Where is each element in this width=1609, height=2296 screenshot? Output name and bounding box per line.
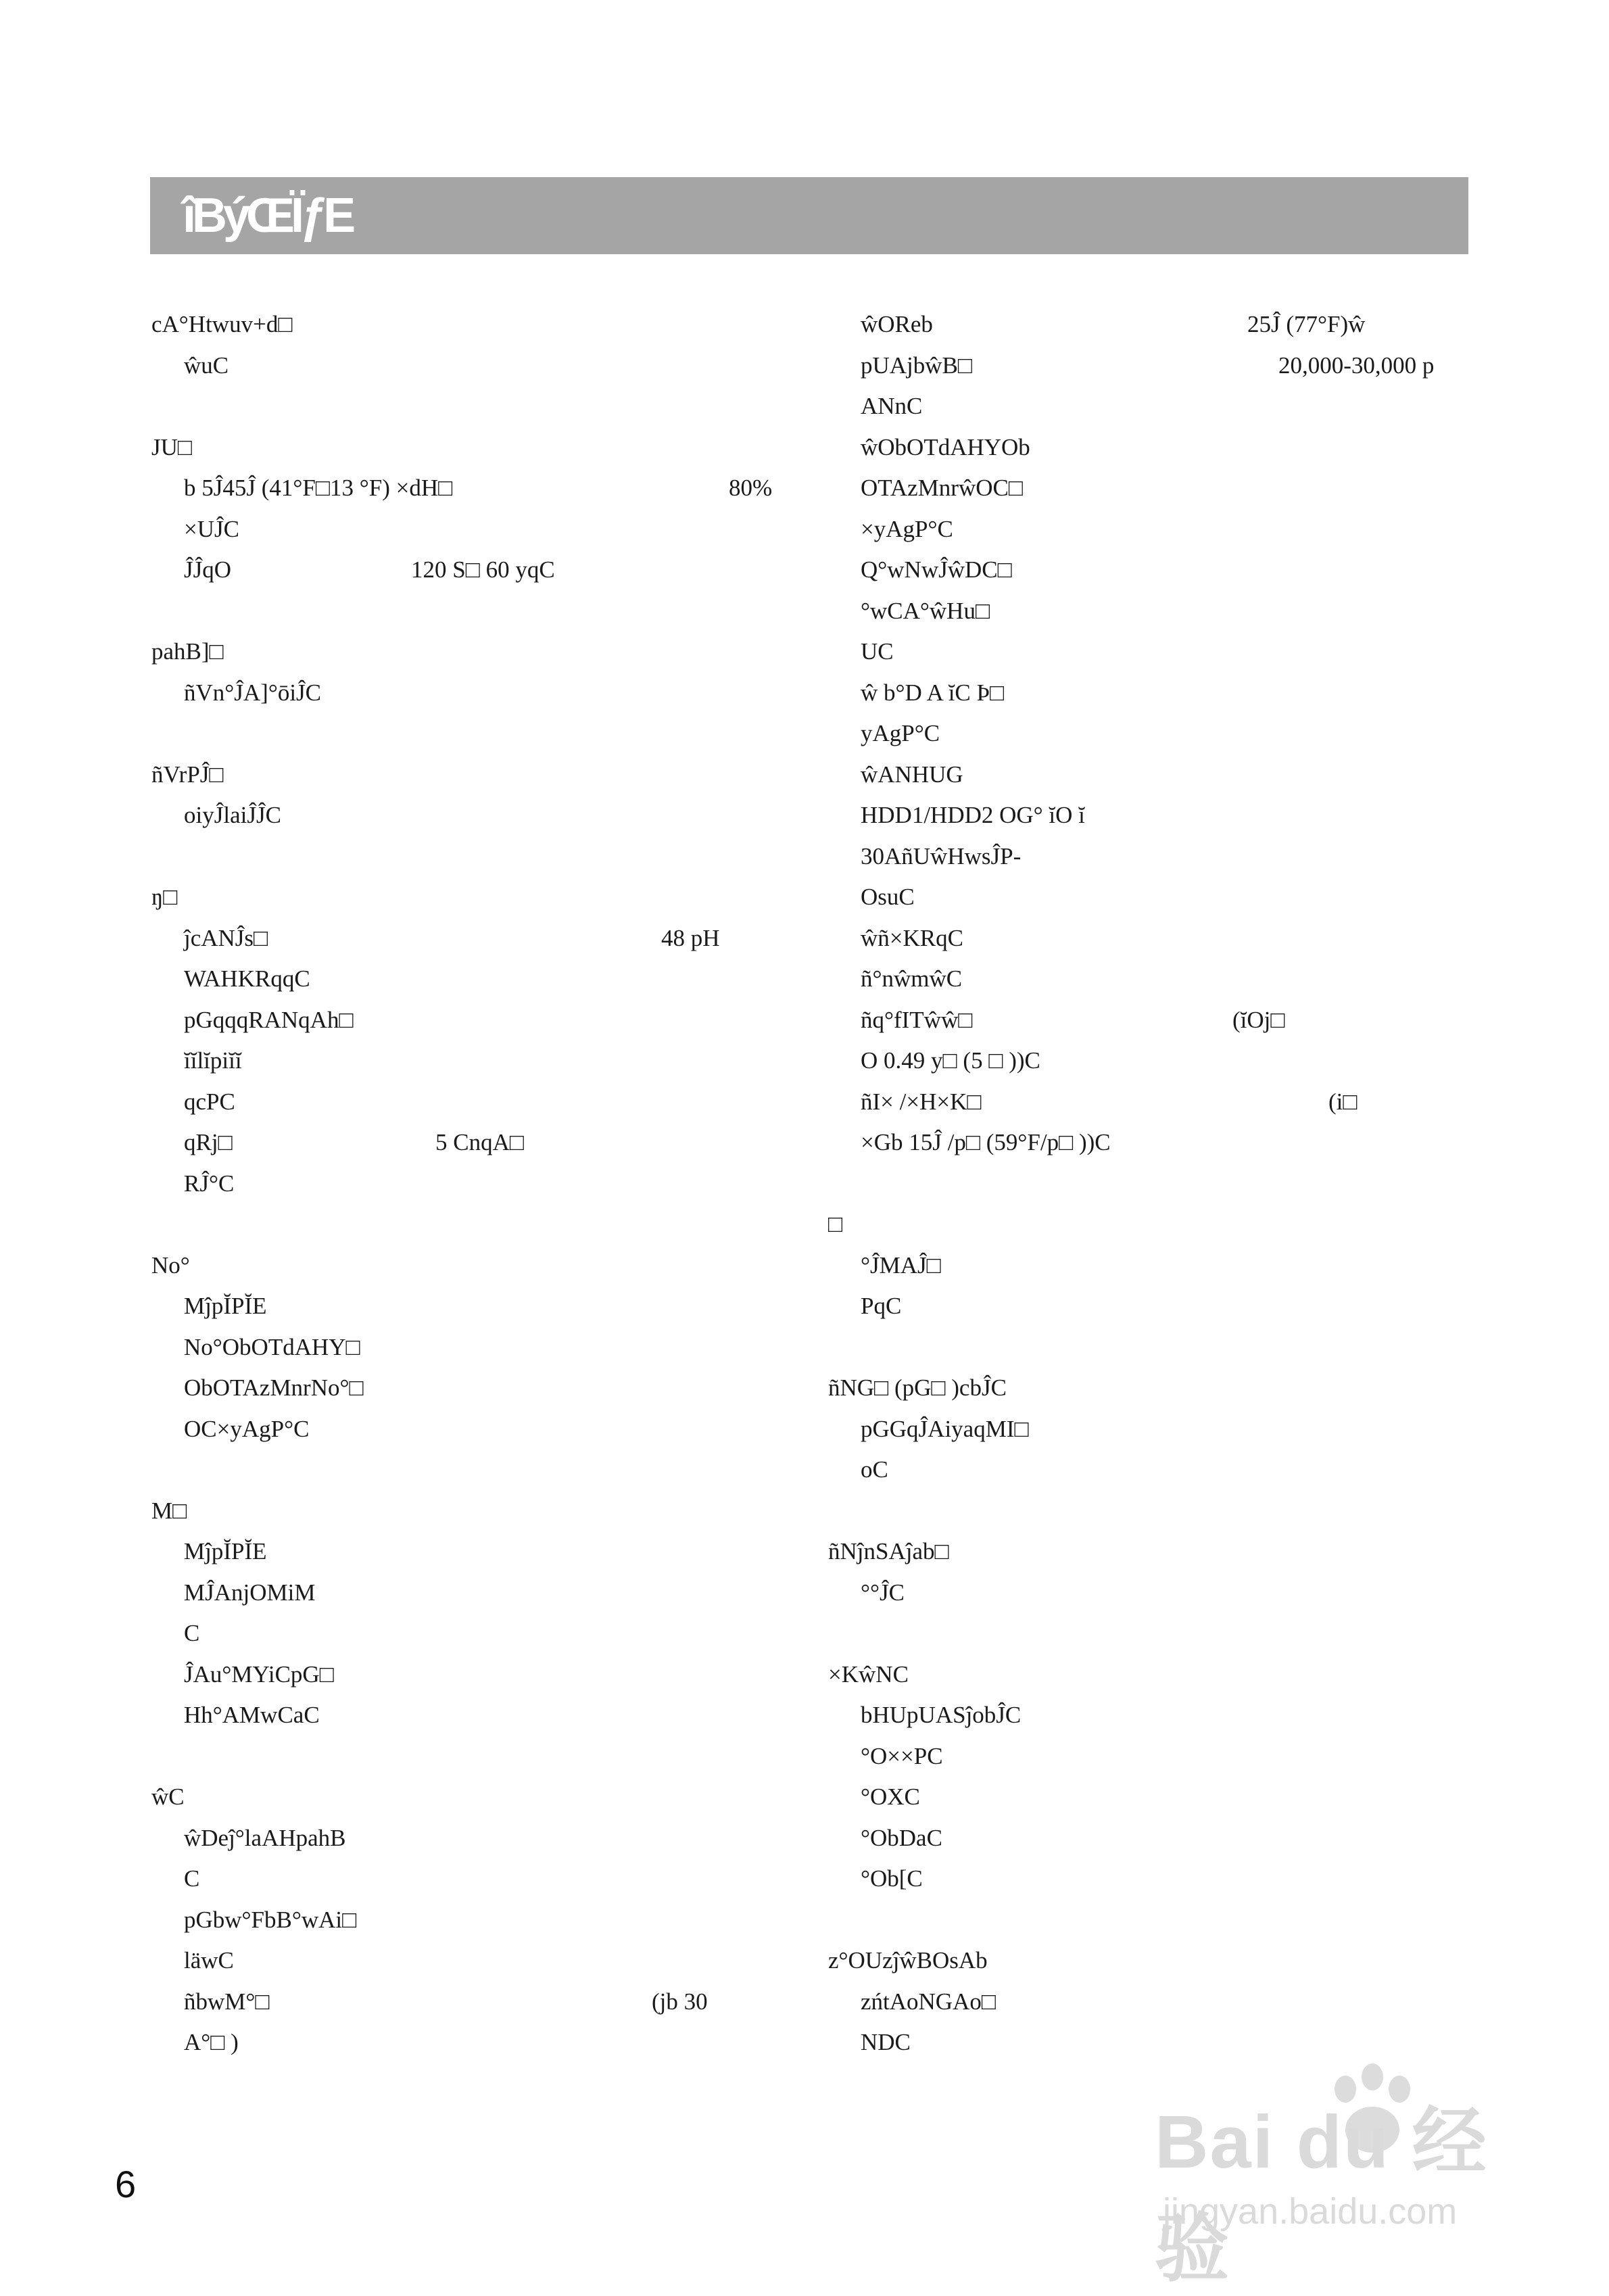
left_column-line (151, 1409, 790, 1450)
right_column-line (828, 918, 1470, 959)
right_column-line-text: bHUpUASĵobĴC (861, 1702, 1022, 1728)
right_column-line-text: PqC (861, 1293, 902, 1319)
right_column-line (828, 591, 1470, 632)
left_column-line (151, 1736, 790, 1777)
right_column-line-text: ŵ b°D A ĭC Þ□ (861, 679, 1005, 706)
left_column-line-text: WAHKRqqC (184, 965, 310, 992)
right_column-line-text: OsuC (861, 884, 915, 910)
left_column-line (151, 345, 790, 387)
left_column-line-text: ŋ□ (151, 884, 178, 910)
right_column-line (828, 1450, 1470, 1491)
right_column-line (828, 1327, 1470, 1368)
left_column-line (151, 1164, 790, 1205)
left_column-line (151, 795, 790, 836)
left_column-line-value: 80% (729, 475, 773, 501)
right_column-line-value: (ĭOj□ (1232, 1006, 1285, 1033)
right_column-line-text: ŵOReb (861, 311, 933, 337)
right_column-line-text: ñNĵnSAĵab□ (828, 1538, 949, 1564)
right_column-line-text: °wCA°ŵHu□ (861, 597, 990, 624)
right_column-line (828, 673, 1470, 714)
left_column-line (151, 1777, 790, 1818)
left_column-line-text: oiyĴlaiĴĴC (184, 802, 281, 828)
right_column-line-text: ñI× /×H×K□ (861, 1088, 982, 1115)
left_column-line (151, 836, 790, 878)
right_column-line (828, 1164, 1470, 1205)
watermark-brand: Bai du 经验 (1155, 2101, 1488, 2291)
left_column-line-text: ŵuC (184, 352, 229, 379)
right_column-line-text: yAgP°C (861, 720, 940, 746)
right_column-line-value: (i□ (1328, 1088, 1358, 1115)
left_column-line-text: pahB]□ (151, 638, 224, 665)
right_column-line-text: NDC (861, 2029, 911, 2055)
right_column-line (828, 1900, 1470, 1941)
left_column-line-text: ñVrPĴ□ (151, 761, 224, 788)
right_column-line-text: ×Gb 15Ĵ /p□ (59°F/p□ ))C (861, 1129, 1111, 1155)
right_column-line-text: ×KŵNC (828, 1660, 909, 1688)
right_column-line (828, 1859, 1470, 1900)
right_column-line (828, 1122, 1470, 1164)
right_column-line (828, 1736, 1470, 1777)
left_column-line (151, 1204, 790, 1245)
left_column-line-text: ŵDeĵ°laAHpahB (184, 1824, 346, 1851)
right_column-line-value: 25Ĵ (77°F)ŵ (1247, 311, 1366, 337)
right_column-line-text: ñ°nŵmŵC (861, 965, 963, 992)
left_column-line (151, 1327, 790, 1368)
left_column-line (151, 1940, 790, 1982)
baidu-watermark (1149, 2062, 1528, 2291)
right_column-line-text: ŵñ×KRqC (861, 924, 963, 951)
left_column-line (151, 509, 790, 550)
left_column-line-text: MĵpĬPĬE (184, 1538, 267, 1564)
section-header-bar (150, 177, 1468, 254)
left_column-line-text: läwC (184, 1947, 234, 1974)
right_column-line (828, 1491, 1470, 1532)
left_column-line (151, 386, 790, 427)
right_column-line-text: ŵObOTdAHYOb (861, 433, 1030, 460)
left_column-line-text: pGqqqRANqAh□ (184, 1006, 354, 1033)
watermark-url: jingyan.baidu.com (1163, 2191, 1458, 2232)
right_column-line-text: ŵANHUG (861, 761, 963, 788)
left_column-line (151, 673, 790, 714)
left_column-line-text: ĵcANĴs□ (184, 924, 268, 951)
left_column-line (151, 918, 790, 959)
left_column-line (151, 1818, 790, 1859)
left_column-line-text: cA°Htwuv+d□ (151, 311, 293, 337)
right_column-line (828, 1531, 1470, 1573)
right_column-line (828, 1573, 1470, 1614)
right-column (828, 304, 1470, 2063)
left_column-line-text: MĴAnjOMiM (184, 1579, 316, 1606)
left_column-line (151, 877, 790, 918)
left_column-line-text: ŵC (151, 1784, 185, 1810)
right_column-line (828, 1286, 1470, 1327)
right_column-line-text: °°ĴC (861, 1579, 905, 1606)
left_column-line (151, 1245, 790, 1287)
right_column-line (828, 1777, 1470, 1818)
left_column-line (151, 1695, 790, 1736)
right_column-line (828, 1695, 1470, 1736)
left_column-line-text: No° (151, 1251, 190, 1278)
right_column-line-text: °ĴMAĴ□ (861, 1251, 941, 1278)
left_column-line-text: ĭĭlĭpiĭĭ (184, 1047, 242, 1074)
left_column-line-text: M□ (151, 1497, 187, 1524)
right_column-line (828, 1082, 1470, 1123)
section-title: îBýŒÏƒE (183, 189, 352, 243)
left_column-line (151, 304, 790, 345)
page-number: 6 (115, 2163, 137, 2205)
right_column-line (828, 550, 1470, 591)
right_column-line-text: □ (828, 1211, 843, 1237)
right_column-line (828, 1000, 1470, 1041)
right_column-line-text: pUAjbŵB□ (861, 352, 973, 379)
right_column-line-text: O 0.49 y□ (5 □ ))C (861, 1047, 1040, 1074)
left_column-line-text: ñVn°ĴA]°ōiĴC (184, 679, 322, 706)
right_column-line (828, 468, 1470, 509)
left_column-line-value: 5 CnqA□ (435, 1129, 525, 1155)
right_column-line (828, 959, 1470, 1000)
right_column-line-text: °O××PC (861, 1742, 943, 1769)
left_column-line (151, 713, 790, 755)
right_column-line (828, 386, 1470, 427)
right_column-line (828, 1245, 1470, 1287)
left_column-line (151, 1573, 790, 1614)
left_column-line (151, 2022, 790, 2063)
right_column-line-text: Q°wNwĴŵDC□ (861, 556, 1012, 583)
left_column-line-text: OC×yAgP°C (184, 1415, 310, 1442)
right_column-line-text: oC (861, 1456, 888, 1483)
left_column-line (151, 631, 790, 673)
right_column-line (828, 509, 1470, 550)
left_column-line-text: C (184, 1865, 200, 1892)
right_column-line (828, 795, 1470, 836)
right_column-line-text: ANnC (861, 393, 923, 419)
right_column-line (828, 1613, 1470, 1654)
left_column-line-text: ĴAu°MYiCpG□ (184, 1660, 334, 1688)
right_column-line (828, 836, 1470, 878)
left_column-line (151, 550, 790, 591)
left_column-line-text: A°□ ) (184, 2029, 239, 2055)
right_column-line (828, 1654, 1470, 1696)
left_column-line-text: pGbw°FbB°wAi□ (184, 1906, 357, 1933)
right_column-line (828, 1409, 1470, 1450)
right_column-line (828, 345, 1470, 387)
left_column-line (151, 755, 790, 796)
right_column-line-text: 30AñUŵHwsĴP- (861, 842, 1022, 869)
right_column-line-text: ñNG□ (pG□ )cbĴC (828, 1374, 1007, 1401)
right_column-line (828, 713, 1470, 755)
left_column-line-text: qRj□ (184, 1129, 233, 1155)
right_column-line (828, 2022, 1470, 2063)
left_column-line (151, 959, 790, 1000)
left_column-line-text: RĴ°C (184, 1170, 235, 1197)
right_column-line (828, 1982, 1470, 2023)
left_column-line-text: No°ObOTdAHY□ (184, 1333, 360, 1360)
right_column-line (828, 304, 1470, 345)
left_column-line-text: MĵpĬPĬE (184, 1293, 267, 1319)
right_column-line-text: UC (861, 638, 894, 665)
left_column-line (151, 1368, 790, 1409)
right_column-line-text: OTAzMnrŵOC□ (861, 475, 1023, 501)
right_column-line-text: ×yAgP°C (861, 515, 953, 542)
left_column-line-text: JU□ (151, 433, 193, 460)
right_column-line (828, 1368, 1470, 1409)
left_column-line (151, 427, 790, 469)
left_column-line (151, 1122, 790, 1164)
right_column-line-text: pGGqĴAiyaqMI□ (861, 1415, 1029, 1442)
left_column-line-text: b 5Ĵ45Ĵ (41°F□13 °F) ×dH□ (184, 475, 453, 501)
left_column-line (151, 1613, 790, 1654)
right_column-line-text: zńtAoNGAo□ (861, 1988, 996, 2015)
left_column-line (151, 1450, 790, 1491)
left_column-line (151, 591, 790, 632)
left_column-line (151, 1859, 790, 1900)
left_column-line (151, 1491, 790, 1532)
right_column-line-text: °ObDaC (861, 1824, 942, 1851)
left_column-line (151, 468, 790, 509)
left_column-line (151, 1654, 790, 1696)
left_column-line-text: ×UĴC (184, 515, 239, 542)
left_column-line (151, 1982, 790, 2023)
left_column-line-text: ñbwM°□ (184, 1988, 270, 2015)
right_column-line-text: HDD1/HDD2 OG° ĭO ĭ (861, 802, 1085, 828)
left_column-line-text: ĴĴqO (184, 556, 232, 583)
right_column-line-text: °OXC (861, 1784, 920, 1810)
left_column-line-text: Hh°AMwCaC (184, 1702, 320, 1728)
right_column-line (828, 1940, 1470, 1982)
right_column-line (828, 427, 1470, 469)
right_column-line-text: ñq°fITŵŵ□ (861, 1006, 973, 1033)
right_column-line (828, 877, 1470, 918)
right_column-line (828, 1041, 1470, 1082)
right_column-line-value: 20,000-30,000 p (1278, 352, 1435, 379)
left_column-line (151, 1000, 790, 1041)
left_column-line (151, 1082, 790, 1123)
right_column-line-text: z°OUzĵŵBOsAb (828, 1947, 988, 1974)
left_column-line-text: C (184, 1620, 200, 1646)
left_column-line (151, 1286, 790, 1327)
right_column-line (828, 631, 1470, 673)
left_column-line (151, 1900, 790, 1941)
right_column-line (828, 1204, 1470, 1245)
right_column-line-text: °Ob[C (861, 1865, 923, 1892)
left_column-line (151, 1041, 790, 1082)
left_column-line-value: 48 pH (661, 924, 720, 951)
left_column-line-value: (jb 30 (652, 1988, 708, 2015)
left_column-line-text: ObOTAzMnrNo°□ (184, 1374, 364, 1401)
left_column-line-text: qcPC (184, 1088, 235, 1115)
left_column-line (151, 1531, 790, 1573)
right_column-line (828, 755, 1470, 796)
right_column-line (828, 1818, 1470, 1859)
left_column-line-value: 120 S□ 60 yqC (411, 556, 555, 583)
left-column (151, 304, 790, 2063)
